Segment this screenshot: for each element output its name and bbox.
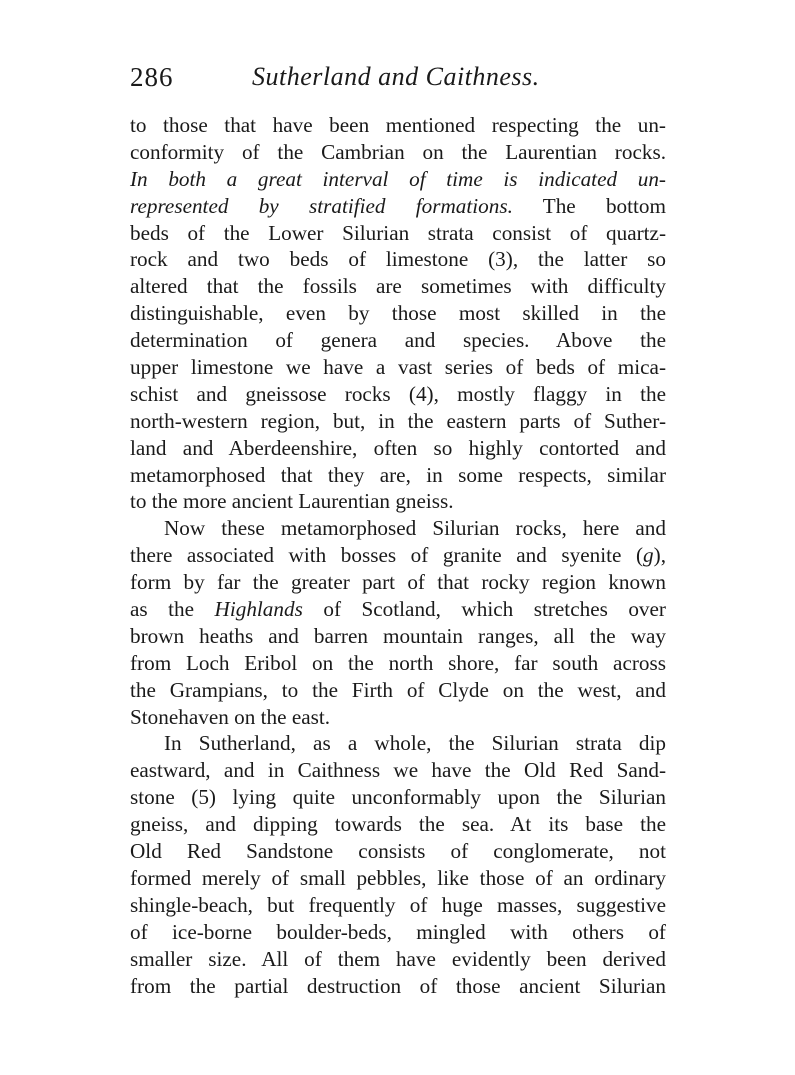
text-line (130, 193, 666, 220)
text-run: to those that have been mentioned respecting the un- (130, 113, 666, 137)
text-line (130, 112, 666, 139)
text-run: In Sutherland, as a whole, the Silurian strata dip (164, 731, 666, 756)
text-run: eastward, and in Caithness we have the Old Red Sand- (130, 758, 666, 783)
text-run: distinguishable, even by those most skilled in the (130, 301, 666, 326)
text-run: Stonehaven on the east. (130, 704, 331, 729)
text-run: determination of genera and species. Above the (130, 328, 666, 353)
text-run: smaller size. All of them have evidently been derived (130, 946, 666, 971)
text-run: shingle-beach, but frequently of huge masses, suggestive (130, 892, 666, 917)
text-line (130, 596, 666, 623)
text-line (130, 354, 666, 381)
text-run: form by far the greater part of that rocky region known (130, 570, 666, 595)
page-number: 286 (130, 62, 174, 92)
book-page (130, 58, 666, 999)
text-line (130, 704, 666, 731)
text-run: there associated with bosses of granite and syenite ( (130, 543, 644, 568)
text-run: land and Aberdeenshire, often so highly contorted and (130, 435, 666, 460)
text-run: Now these metamorphosed Silurian rocks, here and (164, 516, 666, 541)
text-line (130, 220, 666, 247)
italic-text: g (643, 543, 654, 568)
text-run: gneiss, and dipping towards the sea. At its base the (130, 812, 666, 837)
text-line (130, 757, 666, 784)
text-run: stone (5) lying quite unconformably upon the Silurian (130, 785, 666, 810)
text-run: north-western region, but, in the eastern parts of Suther- (130, 408, 666, 433)
text-run: as the (130, 597, 215, 622)
text-line (130, 273, 666, 300)
text-line (130, 435, 666, 462)
text-run: Old Red Sandstone consists of conglomerate, not (130, 839, 666, 864)
body-text (130, 112, 666, 999)
text-line (130, 946, 666, 973)
text-line (130, 408, 666, 435)
text-line (130, 515, 666, 542)
text-line (130, 973, 666, 1000)
page-header (130, 58, 666, 98)
italic-text: In both a great interval of time is indicated un- (130, 166, 666, 191)
text-run: ), (653, 543, 666, 568)
text-run: beds of the Lower Silurian strata consist of quartz- (130, 220, 666, 245)
text-line (130, 166, 666, 193)
text-run: formed merely of small pebbles, like those of an ordinary (130, 865, 666, 890)
running-head: Sutherland and Caithness. (252, 62, 540, 91)
text-line (130, 811, 666, 838)
text-line (130, 488, 666, 515)
text-line (130, 919, 666, 946)
text-run: from the partial destruction of those ancient Silurian (130, 973, 666, 998)
text-line (130, 462, 666, 489)
text-line (130, 542, 666, 569)
text-run: rock and two beds of limestone (3), the latter so (130, 247, 666, 272)
text-line (130, 784, 666, 811)
text-run: conformity of the Cambrian on the Laurentian rocks. (130, 139, 666, 164)
italic-text: represented by stratified formations. (130, 193, 513, 218)
text-run: metamorphosed that they are, in some respects, similar (130, 462, 666, 487)
text-run: The bottom (512, 193, 666, 218)
text-line (130, 246, 666, 273)
text-run: schist and gneissose rocks (4), mostly flaggy in the (130, 381, 666, 406)
text-line (130, 677, 666, 704)
text-line (130, 327, 666, 354)
text-line (130, 300, 666, 327)
text-run: to the more ancient Laurentian gneiss. (130, 489, 454, 514)
text-run: of Scotland, which stretches over (302, 597, 666, 622)
text-line (130, 892, 666, 919)
text-line (130, 569, 666, 596)
italic-text: Highlands (214, 597, 303, 622)
text-run: from Loch Eribol on the north shore, far south across (130, 650, 666, 675)
text-line (130, 623, 666, 650)
text-run: brown heaths and barren mountain ranges, all the way (130, 623, 666, 648)
text-run: upper limestone we have a vast series of beds of mica- (130, 355, 666, 380)
text-line (130, 730, 666, 757)
text-run: the Grampians, to the Firth of Clyde on the west, and (130, 677, 666, 702)
text-line (130, 650, 666, 677)
text-line (130, 838, 666, 865)
text-line (130, 139, 666, 166)
text-line (130, 381, 666, 408)
text-line (130, 865, 666, 892)
text-run: altered that the fossils are sometimes with difficulty (130, 274, 666, 299)
text-run: of ice-borne boulder-beds, mingled with others of (130, 919, 666, 944)
